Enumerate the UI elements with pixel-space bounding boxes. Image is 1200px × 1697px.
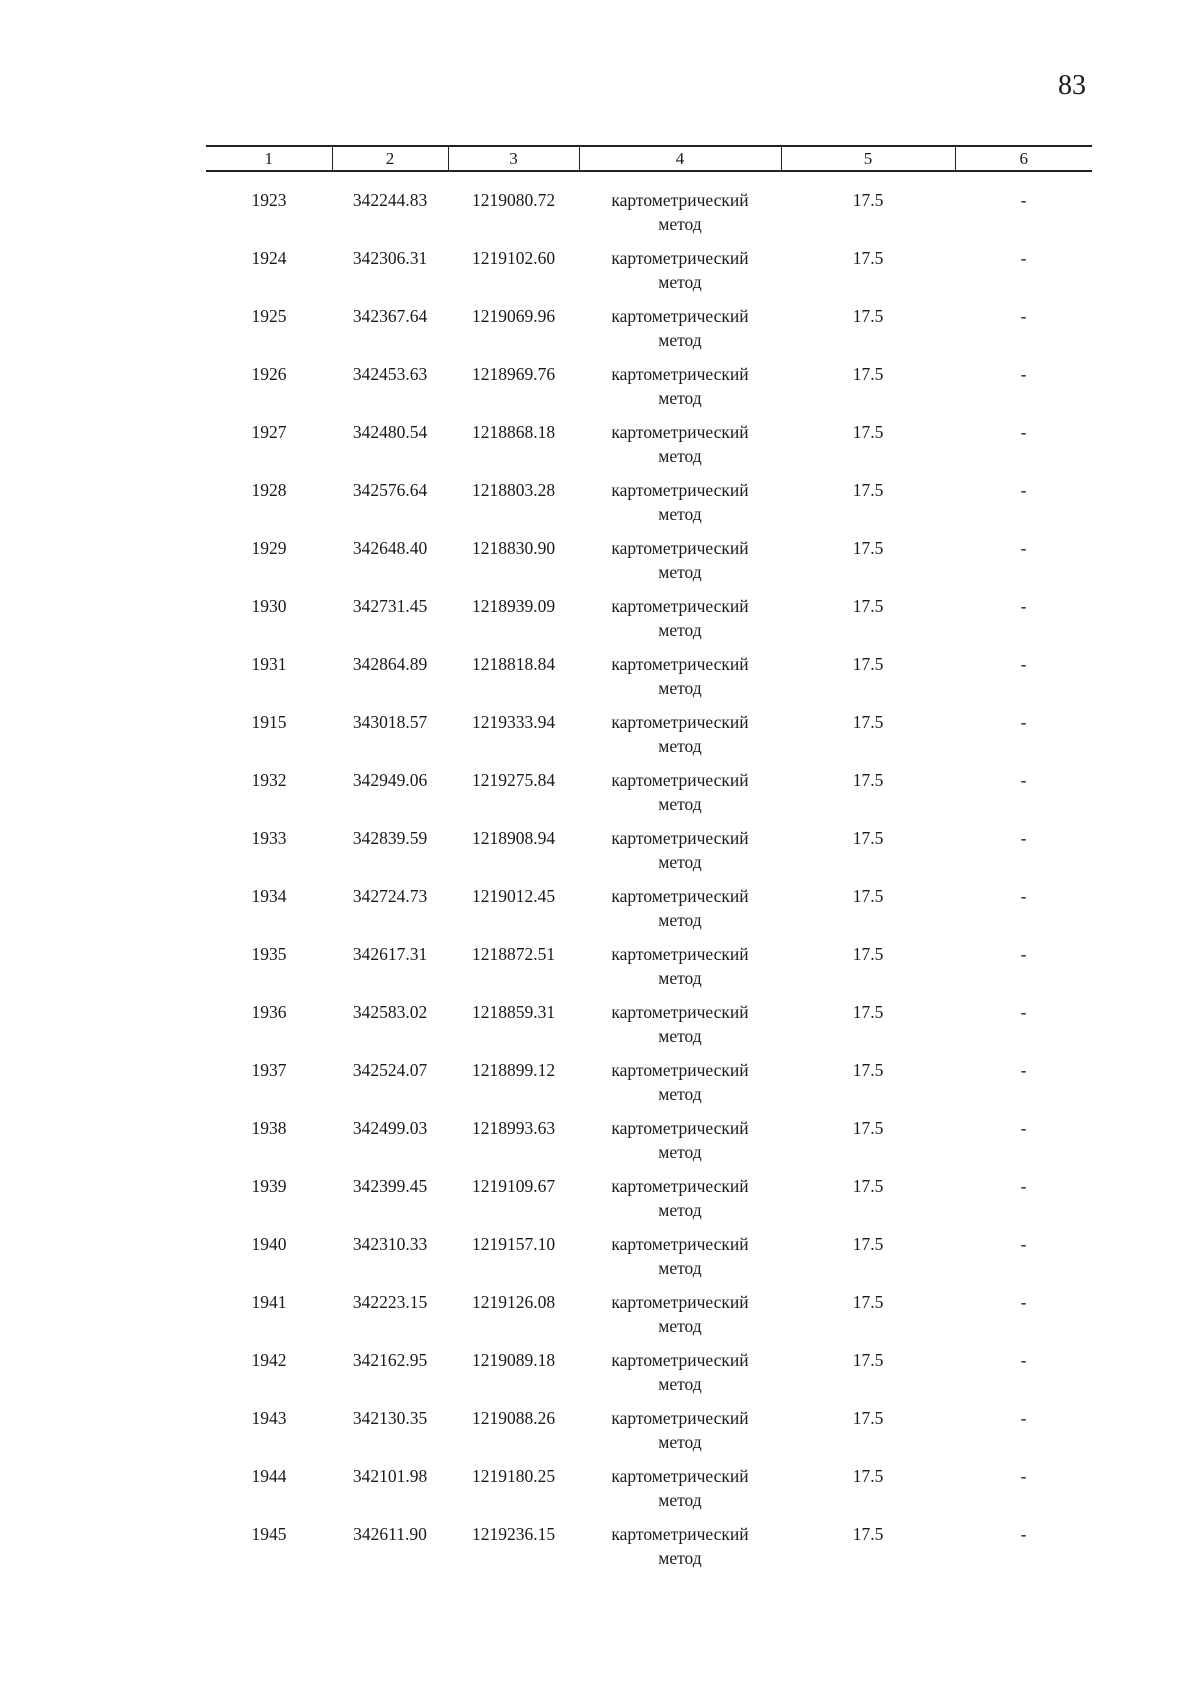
method-cell (579, 1406, 781, 1464)
accuracy-cell: 17.5 (852, 1524, 884, 1544)
point-id-cell: 1945 (251, 1524, 287, 1544)
table-row (206, 1058, 1092, 1116)
method-line-2: метод (658, 794, 702, 814)
point-id-cell: 1926 (251, 364, 287, 384)
table-row (206, 1406, 1092, 1464)
note-cell: - (1020, 364, 1027, 384)
method-cell (579, 768, 781, 826)
x-coordinate-cell: 342306.31 (352, 248, 428, 268)
x-coordinate-cell: 342583.02 (352, 1002, 428, 1022)
method-line-1: картометрический (611, 1234, 749, 1254)
x-coordinate-cell: 342864.89 (352, 654, 428, 674)
method-line-2: метод (658, 388, 702, 408)
note-cell: - (1020, 1466, 1027, 1486)
method-line-1: картометрический (611, 828, 749, 848)
method-cell (579, 478, 781, 536)
x-coordinate-cell: 342162.95 (352, 1350, 428, 1370)
note-cell: - (1020, 1408, 1027, 1428)
point-id-cell: 1936 (251, 1002, 287, 1022)
table-row (206, 304, 1092, 362)
table-row (206, 246, 1092, 304)
method-line-1: картометрический (611, 364, 749, 384)
y-coordinate-cell: 1219275.84 (471, 770, 556, 790)
method-cell (579, 594, 781, 652)
x-coordinate-cell: 342949.06 (352, 770, 428, 790)
y-coordinate-cell: 1219069.96 (471, 306, 556, 326)
note-cell: - (1020, 248, 1027, 268)
y-coordinate-cell: 1218872.51 (471, 944, 556, 964)
note-cell: - (1020, 886, 1027, 906)
y-coordinate-cell: 1219089.18 (471, 1350, 556, 1370)
method-line-1: картометрический (611, 596, 749, 616)
note-cell: - (1020, 1234, 1027, 1254)
note-cell: - (1020, 828, 1027, 848)
y-coordinate-cell: 1218830.90 (471, 538, 556, 558)
note-cell: - (1020, 596, 1027, 616)
method-line-2: метод (658, 620, 702, 640)
accuracy-cell: 17.5 (852, 1234, 884, 1254)
table-row (206, 884, 1092, 942)
note-cell: - (1020, 538, 1027, 558)
accuracy-cell: 17.5 (852, 828, 884, 848)
x-coordinate-cell: 342724.73 (352, 886, 428, 906)
note-cell: - (1020, 1118, 1027, 1138)
table-row (206, 652, 1092, 710)
accuracy-cell: 17.5 (852, 248, 884, 268)
method-cell (579, 536, 781, 594)
table-row (206, 1290, 1092, 1348)
y-coordinate-cell: 1218899.12 (471, 1060, 556, 1080)
method-line-2: метод (658, 1316, 702, 1336)
accuracy-cell: 17.5 (852, 1408, 884, 1428)
y-coordinate-cell: 1219157.10 (471, 1234, 556, 1254)
column-header-4: 4 (579, 146, 781, 171)
x-coordinate-cell: 342244.83 (352, 190, 428, 210)
coordinates-table (206, 145, 1092, 1580)
y-coordinate-cell: 1219012.45 (471, 886, 556, 906)
point-id-cell: 1923 (251, 190, 287, 210)
point-id-cell: 1940 (251, 1234, 287, 1254)
y-coordinate-cell: 1218859.31 (471, 1002, 556, 1022)
table-row (206, 1522, 1092, 1580)
accuracy-cell: 17.5 (852, 538, 884, 558)
y-coordinate-cell: 1219180.25 (471, 1466, 556, 1486)
note-cell: - (1020, 1176, 1027, 1196)
point-id-cell: 1927 (251, 422, 287, 442)
point-id-cell: 1925 (251, 306, 287, 326)
table-row (206, 594, 1092, 652)
y-coordinate-cell: 1218969.76 (471, 364, 556, 384)
y-coordinate-cell: 1219080.72 (471, 190, 556, 210)
column-header-1: 1 (206, 146, 332, 171)
point-id-cell: 1938 (251, 1118, 287, 1138)
table-row (206, 1232, 1092, 1290)
method-cell (579, 1058, 781, 1116)
y-coordinate-cell: 1218818.84 (471, 654, 556, 674)
point-id-cell: 1935 (251, 944, 287, 964)
accuracy-cell: 17.5 (852, 1002, 884, 1022)
accuracy-cell: 17.5 (852, 1176, 884, 1196)
note-cell: - (1020, 654, 1027, 674)
y-coordinate-cell: 1219109.67 (471, 1176, 556, 1196)
table-row (206, 826, 1092, 884)
table-row (206, 710, 1092, 768)
header-row (206, 146, 1092, 171)
note-cell: - (1020, 944, 1027, 964)
x-coordinate-cell: 342367.64 (352, 306, 428, 326)
method-cell (579, 171, 781, 246)
table-row (206, 1174, 1092, 1232)
x-coordinate-cell: 342499.03 (352, 1118, 428, 1138)
point-id-cell: 1942 (251, 1350, 287, 1370)
table-row (206, 942, 1092, 1000)
table-row (206, 362, 1092, 420)
point-id-cell: 1933 (251, 828, 287, 848)
table-row (206, 536, 1092, 594)
accuracy-cell: 17.5 (852, 1118, 884, 1138)
table-row (206, 1464, 1092, 1522)
point-id-cell: 1943 (251, 1408, 287, 1428)
method-line-2: метод (658, 1432, 702, 1452)
note-cell: - (1020, 306, 1027, 326)
accuracy-cell: 17.5 (852, 1466, 884, 1486)
point-id-cell: 1944 (251, 1466, 287, 1486)
accuracy-cell: 17.5 (852, 1350, 884, 1370)
x-coordinate-cell: 342223.15 (352, 1292, 428, 1312)
point-id-cell: 1937 (251, 1060, 287, 1080)
method-line-2: метод (658, 446, 702, 466)
y-coordinate-cell: 1218993.63 (471, 1118, 556, 1138)
method-line-1: картометрический (611, 422, 749, 442)
note-cell: - (1020, 480, 1027, 500)
method-line-2: метод (658, 1142, 702, 1162)
table-row (206, 1348, 1092, 1406)
x-coordinate-cell: 342453.63 (352, 364, 428, 384)
method-line-2: метод (658, 504, 702, 524)
accuracy-cell: 17.5 (852, 596, 884, 616)
point-id-cell: 1928 (251, 480, 287, 500)
point-id-cell: 1929 (251, 538, 287, 558)
x-coordinate-cell: 342310.33 (352, 1234, 428, 1254)
column-header-6: 6 (955, 146, 1092, 171)
column-header-5: 5 (781, 146, 955, 171)
column-header-2: 2 (332, 146, 448, 171)
x-coordinate-cell: 342101.98 (352, 1466, 428, 1486)
y-coordinate-cell: 1218939.09 (471, 596, 556, 616)
accuracy-cell: 17.5 (852, 712, 884, 732)
point-id-cell: 1915 (251, 712, 287, 732)
table-row (206, 768, 1092, 826)
method-line-2: метод (658, 1026, 702, 1046)
table-row (206, 420, 1092, 478)
method-line-1: картометрический (611, 480, 749, 500)
accuracy-cell: 17.5 (852, 190, 884, 210)
method-line-1: картометрический (611, 248, 749, 268)
method-line-2: метод (658, 910, 702, 930)
method-cell (579, 246, 781, 304)
point-id-cell: 1939 (251, 1176, 287, 1196)
method-cell (579, 1116, 781, 1174)
method-line-1: картометрический (611, 1408, 749, 1428)
x-coordinate-cell: 342576.64 (352, 480, 428, 500)
y-coordinate-cell: 1219333.94 (471, 712, 556, 732)
accuracy-cell: 17.5 (852, 306, 884, 326)
y-coordinate-cell: 1218803.28 (471, 480, 556, 500)
note-cell: - (1020, 712, 1027, 732)
method-line-2: метод (658, 272, 702, 292)
method-cell (579, 826, 781, 884)
x-coordinate-cell: 342731.45 (352, 596, 428, 616)
table-row (206, 171, 1092, 246)
method-cell (579, 1522, 781, 1580)
method-cell (579, 710, 781, 768)
x-coordinate-cell: 342399.45 (352, 1176, 428, 1196)
method-line-1: картометрический (611, 306, 749, 326)
table-row (206, 1000, 1092, 1058)
accuracy-cell: 17.5 (852, 422, 884, 442)
method-line-1: картометрический (611, 1466, 749, 1486)
accuracy-cell: 17.5 (852, 770, 884, 790)
x-coordinate-cell: 343018.57 (352, 712, 428, 732)
method-line-2: метод (658, 678, 702, 698)
method-line-1: картометрический (611, 538, 749, 558)
method-cell (579, 420, 781, 478)
table-row (206, 1116, 1092, 1174)
method-line-1: картометрический (611, 1118, 749, 1138)
method-line-1: картометрический (611, 1060, 749, 1080)
note-cell: - (1020, 190, 1027, 210)
accuracy-cell: 17.5 (852, 1292, 884, 1312)
y-coordinate-cell: 1219236.15 (471, 1524, 556, 1544)
method-line-2: метод (658, 1374, 702, 1394)
y-coordinate-cell: 1218908.94 (471, 828, 556, 848)
method-cell (579, 1174, 781, 1232)
method-cell (579, 942, 781, 1000)
method-line-2: метод (658, 1084, 702, 1104)
accuracy-cell: 17.5 (852, 364, 884, 384)
accuracy-cell: 17.5 (852, 480, 884, 500)
method-line-2: метод (658, 1548, 702, 1568)
y-coordinate-cell: 1219102.60 (471, 248, 556, 268)
table-row (206, 478, 1092, 536)
method-line-2: метод (658, 1200, 702, 1220)
method-cell (579, 1000, 781, 1058)
method-line-2: метод (658, 852, 702, 872)
x-coordinate-cell: 342617.31 (352, 944, 428, 964)
method-cell (579, 1290, 781, 1348)
method-line-1: картометрический (611, 886, 749, 906)
method-line-1: картометрический (611, 190, 749, 210)
x-coordinate-cell: 342524.07 (352, 1060, 428, 1080)
x-coordinate-cell: 342611.90 (353, 1524, 427, 1544)
method-line-1: картометрический (611, 654, 749, 674)
method-cell (579, 884, 781, 942)
y-coordinate-cell: 1218868.18 (471, 422, 556, 442)
method-line-1: картометрический (611, 1292, 749, 1312)
method-cell (579, 652, 781, 710)
method-line-1: картометрический (611, 1176, 749, 1196)
method-line-2: метод (658, 330, 702, 350)
accuracy-cell: 17.5 (852, 886, 884, 906)
note-cell: - (1020, 1002, 1027, 1022)
point-id-cell: 1931 (251, 654, 287, 674)
method-line-1: картометрический (611, 770, 749, 790)
point-id-cell: 1932 (251, 770, 287, 790)
method-line-1: картометрический (611, 1002, 749, 1022)
method-line-2: метод (658, 214, 702, 234)
table-header (206, 146, 1092, 171)
note-cell: - (1020, 770, 1027, 790)
point-id-cell: 1941 (251, 1292, 287, 1312)
accuracy-cell: 17.5 (852, 1060, 884, 1080)
point-id-cell: 1934 (251, 886, 287, 906)
note-cell: - (1020, 1060, 1027, 1080)
accuracy-cell: 17.5 (852, 654, 884, 674)
x-coordinate-cell: 342130.35 (352, 1408, 428, 1428)
method-line-2: метод (658, 736, 702, 756)
method-line-2: метод (658, 1258, 702, 1278)
method-line-2: метод (658, 968, 702, 988)
method-cell (579, 1232, 781, 1290)
method-line-1: картометрический (611, 712, 749, 732)
x-coordinate-cell: 342480.54 (352, 422, 428, 442)
method-line-2: метод (658, 1490, 702, 1510)
method-line-1: картометрический (611, 1350, 749, 1370)
method-cell (579, 1464, 781, 1522)
page-number: 83 (1058, 70, 1086, 101)
point-id-cell: 1930 (251, 596, 287, 616)
note-cell: - (1020, 422, 1027, 442)
method-line-1: картометрический (611, 944, 749, 964)
method-cell (579, 304, 781, 362)
column-header-3: 3 (448, 146, 579, 171)
accuracy-cell: 17.5 (852, 944, 884, 964)
note-cell: - (1020, 1292, 1027, 1312)
x-coordinate-cell: 342839.59 (352, 828, 428, 848)
method-line-2: метод (658, 562, 702, 582)
note-cell: - (1020, 1524, 1027, 1544)
table-body (206, 171, 1092, 1580)
note-cell: - (1020, 1350, 1027, 1370)
method-cell (579, 362, 781, 420)
method-line-1: картометрический (611, 1524, 749, 1544)
method-cell (579, 1348, 781, 1406)
y-coordinate-cell: 1219088.26 (471, 1408, 556, 1428)
x-coordinate-cell: 342648.40 (352, 538, 428, 558)
point-id-cell: 1924 (251, 248, 287, 268)
y-coordinate-cell: 1219126.08 (471, 1292, 556, 1312)
